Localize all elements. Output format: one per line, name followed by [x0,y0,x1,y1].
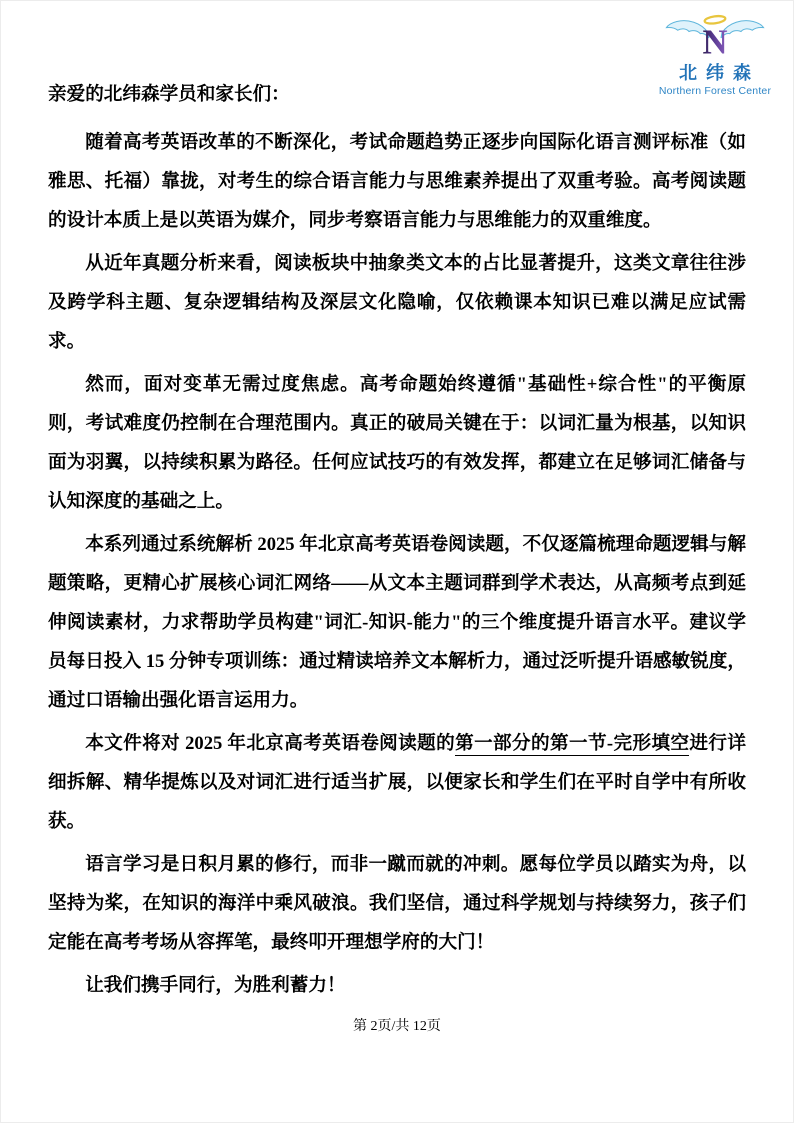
paragraph-2: 从近年真题分析来看，阅读板块中抽象类文本的占比显著提升，这类文章往往涉及跨学科主题、复杂逻辑结构及深层文化隐喻，仅依赖课本知识已难以满足应试需求。 [48,253,746,352]
underlined-section-reference: 第一部分的第一节-完形填空 [455,733,690,754]
paragraph-3: 然而，面对变革无需过度焦虑。高考命题始终遵循"基础性+综合性"的平衡原则，考试难度仍控制在合理范围内。真正的破局关键在于：以词汇量为根基，以知识面为羽翼，以持续积累为路径。任何应试技巧的有效发挥，都建立在足够词汇储备与认知深度的基础之上。 [48,374,746,512]
paragraph-1: 随着高考英语改革的不断深化，考试命题趋势正逐步向国际化语言测评标准（如雅思、托福）靠拢，对考生的综合语言能力与思维素养提出了双重考验。高考阅读题的设计本质上是以英语为媒介，同步考察语言能力与思维能力的双重维度。 [48,132,746,231]
logo-letter-n: N [702,23,728,62]
paragraph-5 [48,724,746,841]
paragraph-5-tail: 进行详细拆解、精华提炼以及对词汇进行适当扩展，以便家长和学生们在平时自学中有所收获。 [48,733,746,832]
paragraph-4: 本系列通过系统解析 2025 年北京高考英语卷阅读题，不仅逐篇梳理命题逻辑与解题策略，更精心扩展核心词汇网络——从文本主题词群到学术表达，从高频考点到延伸阅读素材，力求帮助学员构建"词汇-知识-能力"的三个维度提升语言水平。建议学员每日投入 15 分钟专项训练：通过精读培养文本解析力，通过泛听提升语感敏锐度，通过口语输出强化语言运用力。 [48,534,746,711]
paragraph-5-lead: 本文件将对 2025 年北京高考英语卷阅读题的 [85,733,456,754]
paragraph-6: 语言学习是日积月累的修行，而非一蹴而就的冲刺。愿每位学员以踏实为舟，以坚持为桨，在知识的海洋中乘风破浪。我们坚信，通过科学规划与持续努力，孩子们定能在高考考场从容挥笔，最终叩开理想学府的大门！ [48,854,746,953]
page-number: 第 2页/共 12页 [353,1019,441,1034]
logo-name-chinese: 北纬森 [679,63,760,84]
logo-name-english: Northern Forest Center [658,85,772,97]
letter-body [48,75,746,1009]
paragraph-7: 让我们携手同行，为胜利蓄力！ [85,975,346,996]
winged-n-halo-icon [663,13,767,63]
salutation: 亲爱的北纬森学员和家长们： [48,84,290,105]
